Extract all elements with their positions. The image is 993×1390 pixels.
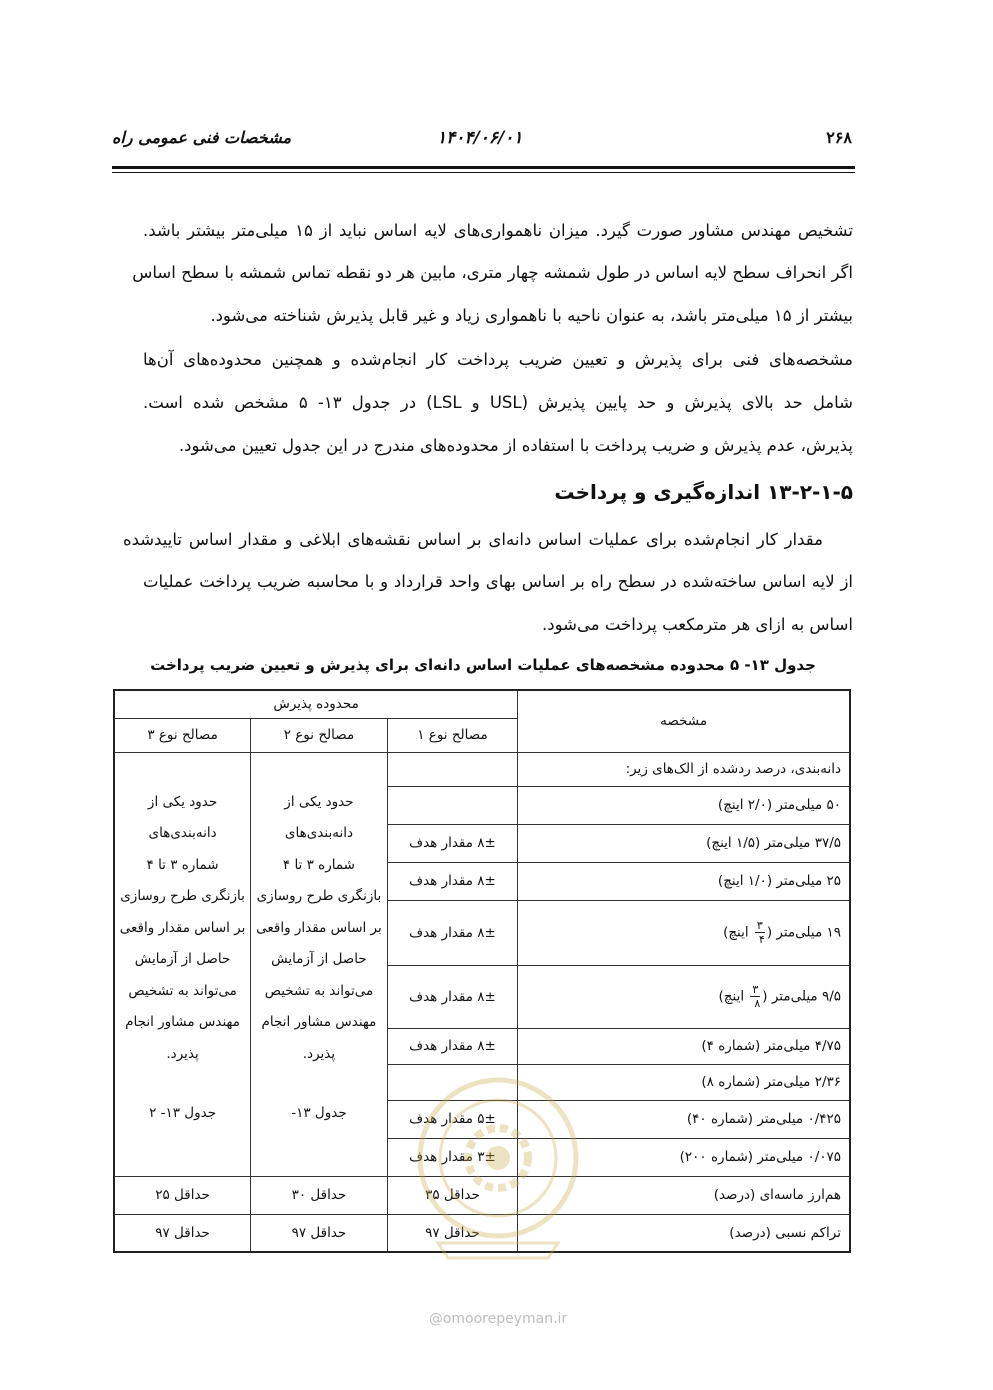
sieve-spec: ۰/۴۲۵ میلی‌متر (شماره ۴۰) <box>518 1100 850 1138</box>
note-line: حاصل از آزمایش <box>134 951 231 967</box>
header-spec: مشخصه <box>518 690 850 752</box>
type2-grading-note <box>251 752 388 1176</box>
document-title: مشخصات فنی عمومی راه <box>112 128 292 147</box>
header-acceptance-range: محدوده پذیرش <box>114 690 518 718</box>
type1-value: ۸± مقدار هدف <box>387 824 517 862</box>
watermark-text: @omoorepeyman.ir <box>428 1311 568 1327</box>
type1-value: حداقل ۳۵ <box>387 1176 517 1214</box>
type1-value: ۸± مقدار هدف <box>387 900 517 965</box>
sieve-spec <box>518 965 850 1028</box>
type1-value: ۵± مقدار هدف <box>387 1100 517 1138</box>
type2-value: حداقل ۳۰ <box>251 1176 388 1214</box>
fraction <box>750 983 760 1010</box>
table-caption: جدول ۱۳- ۵ محدوده مشخصه‌های عملیات اساس دانه‌ای برای پذیرش و تعیین ضریب پرداخت <box>150 656 816 674</box>
fraction-denominator: ۸ <box>754 997 761 1010</box>
header-rule-thin <box>112 172 855 173</box>
note-line: مهندس مشاور انجام <box>125 1014 240 1030</box>
note-line: بازنگری طرح روسازی <box>256 888 382 904</box>
header-rule-thick <box>112 166 855 169</box>
note-line: شماره ۳ تا ۴ <box>282 856 355 873</box>
type1-value: ۸± مقدار هدف <box>387 965 517 1028</box>
sieve-spec: ۲/۳۶ میلی‌متر (شماره ۸) <box>518 1064 850 1100</box>
note-line: مهندس مشاور انجام <box>261 1014 377 1030</box>
sieve-spec: ۴/۷۵ میلی‌متر (شماره ۴) <box>518 1028 850 1064</box>
type3-value: حداقل ۹۷ <box>114 1214 251 1252</box>
spec-text: اینچ) <box>723 924 753 941</box>
sieve-spec: ۳۷/۵ میلی‌متر (۱/۵ اینچ) <box>518 824 850 862</box>
spec-text: اینچ) <box>718 988 749 1005</box>
paragraph-line: شامل حد بالای پذیرش و حد پایین پذیرش (USL و LSL) در جدول ۱۳- ۵ مشخص شده است. <box>143 393 853 412</box>
note-line: بازنگری طرح روسازی <box>120 888 245 904</box>
note-line: پذیرد. <box>302 1045 336 1062</box>
header-type1: مصالح نوع ۱ <box>387 718 517 752</box>
sieve-spec: ۲۵ میلی‌متر (۱/۰ اینچ) <box>518 862 850 900</box>
note-line: حدود یکی از <box>284 793 354 810</box>
type1-value: ۸± مقدار هدف <box>387 862 517 900</box>
note-line: دانه‌بندی‌های <box>284 825 353 841</box>
type1-value <box>387 786 517 824</box>
note-line: می‌تواند به تشخیص <box>128 982 237 999</box>
header-date: ۱۴۰۴/۰۶/۰۱ <box>437 128 523 148</box>
paragraph-line: تشخیص مهندس مشاور صورت گیرد. میزان ناهمواری‌های لایه اساس نباید از ۱۵ میلی‌متر بیشتر باشد. <box>143 221 853 240</box>
fraction-denominator: ۴ <box>758 933 765 946</box>
fraction-numerator: ۳ <box>752 983 759 996</box>
paragraph-line: از لایه اساس ساخته‌شده در سطح راه بر اساس بهای واحد قرارداد و با محاسبه ضریب پرداخت عملیات <box>143 572 853 591</box>
sand-equivalent-spec: هم‌ارز ماسه‌ای (درصد) <box>518 1176 850 1214</box>
paragraph-line: مشخصه‌های فنی برای پذیرش و تعیین ضریب پرداخت کار انجام‌شده و همچنین محدوده‌های آن‌ها <box>143 350 853 369</box>
header-type3: مصالح نوع ۳ <box>114 718 251 752</box>
fraction <box>755 919 765 946</box>
note-line: می‌تواند به تشخیص <box>264 982 374 999</box>
section-heading: ۱۳-۲-۱-۵ اندازه‌گیری و پرداخت <box>554 480 853 504</box>
sieve-spec <box>518 900 850 965</box>
note-line: جدول ۱۳- ۲ <box>149 1105 217 1121</box>
note-line: حدود یکی از <box>147 793 218 810</box>
acceptance-table <box>113 689 851 1253</box>
spec-text: ۹/۵ میلی‌متر ( <box>762 988 841 1005</box>
type3-grading-note <box>114 752 251 1176</box>
type1-value <box>387 1064 517 1100</box>
sieve-spec: ۵۰ میلی‌متر (۲/۰ اینچ) <box>518 786 850 824</box>
table-cell <box>387 752 517 786</box>
paragraph-line: پذیرش، عدم پذیرش و ضریب پرداخت با استفاده از محدوده‌های مندرج در این جدول تعیین می‌شود. <box>178 436 853 455</box>
grading-title: دانه‌بندی، درصد ردشده از الک‌های زیر: <box>518 752 850 786</box>
type1-value: حداقل ۹۷ <box>387 1214 517 1252</box>
page-header <box>112 128 854 150</box>
paragraph-line: اساس به ازای هر مترمکعب پرداخت می‌شود. <box>542 615 853 634</box>
note-line: بر اساس مقدار واقعی <box>119 919 246 936</box>
page-number: ۲۶۸ <box>826 128 852 147</box>
type2-value: حداقل ۹۷ <box>251 1214 388 1252</box>
spec-text: ۱۹ میلی‌متر ( <box>766 924 841 941</box>
fraction-numerator: ۳ <box>756 919 763 932</box>
note-line: شماره ۳ تا ۴ <box>146 856 219 873</box>
paragraph-line: اگر انحراف سطح لایه اساس در طول شمشه چهار متری، مابین هر دو نقطه تماس شمشه با سطح اساس <box>132 263 853 282</box>
sieve-spec: ۰/۰۷۵ میلی‌متر (شماره ۲۰۰) <box>518 1138 850 1176</box>
type1-value: ۸± مقدار هدف <box>387 1028 517 1064</box>
type3-value: حداقل ۲۵ <box>114 1176 251 1214</box>
header-type2: مصالح نوع ۲ <box>251 718 388 752</box>
paragraph-line: بیشتر از ۱۵ میلی‌متر باشد، به عنوان ناحیه با ناهمواری زیاد و غیر قابل پذیرش شناخته می‌شود. <box>210 306 853 325</box>
note-line: پذیرد. <box>166 1045 199 1062</box>
note-line: حاصل از آزمایش <box>271 951 367 967</box>
type1-value: ۳± مقدار هدف <box>387 1138 517 1176</box>
note-line: جدول ۱۳- <box>291 1105 347 1121</box>
note-line: دانه‌بندی‌های <box>148 825 217 841</box>
compaction-spec: تراکم نسبی (درصد) <box>518 1214 850 1252</box>
note-line: بر اساس مقدار واقعی <box>256 919 382 936</box>
paragraph-line: مقدار کار انجام‌شده برای عملیات اساس دانه‌ای بر اساس نقشه‌های ابلاغی و مقدار اساس تاییدشده <box>123 530 823 549</box>
